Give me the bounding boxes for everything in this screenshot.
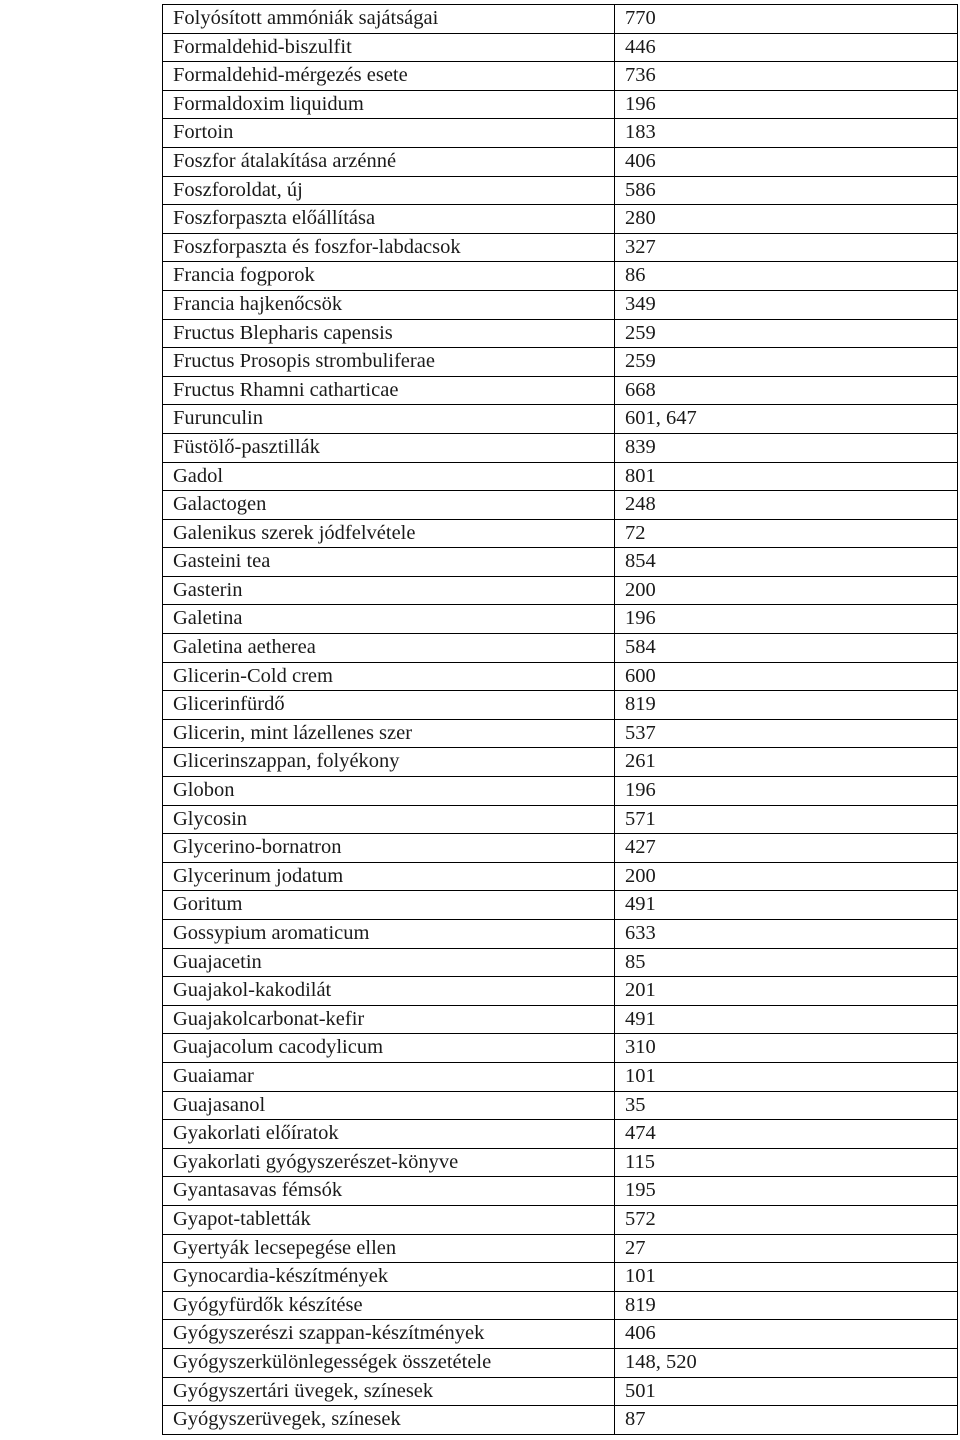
index-table <box>162 4 958 1435</box>
index-term: Globon <box>163 777 615 806</box>
index-page-number: 600 <box>615 662 958 691</box>
table-row <box>163 319 958 348</box>
table-row <box>163 805 958 834</box>
index-term: Gyógyszerkülönlegességek összetétele <box>163 1348 615 1377</box>
index-term: Guajacolum cacodylicum <box>163 1034 615 1063</box>
index-term: Fructus Blepharis capensis <box>163 319 615 348</box>
index-term: Gynocardia-készítmények <box>163 1263 615 1292</box>
table-row <box>163 1177 958 1206</box>
index-page-number: 201 <box>615 977 958 1006</box>
index-page-number: 183 <box>615 119 958 148</box>
table-row <box>163 605 958 634</box>
table-row <box>163 205 958 234</box>
index-term: Guajakol-kakodilát <box>163 977 615 1006</box>
index-page-number: 668 <box>615 376 958 405</box>
index-page-number: 427 <box>615 834 958 863</box>
table-row <box>163 548 958 577</box>
index-term: Formaldehid-biszulfit <box>163 33 615 62</box>
index-page-number: 87 <box>615 1406 958 1435</box>
index-term: Fructus Prosopis strombuliferae <box>163 348 615 377</box>
index-term: Glicerinszappan, folyékony <box>163 748 615 777</box>
index-page-number: 537 <box>615 719 958 748</box>
index-page-number: 736 <box>615 62 958 91</box>
table-row <box>163 1148 958 1177</box>
table-row <box>163 977 958 1006</box>
table-row <box>163 1034 958 1063</box>
table-row <box>163 348 958 377</box>
index-page-number: 310 <box>615 1034 958 1063</box>
index-page-number: 101 <box>615 1062 958 1091</box>
index-page-number: 501 <box>615 1377 958 1406</box>
index-term: Gasteini tea <box>163 548 615 577</box>
table-row <box>163 462 958 491</box>
index-term: Francia fogporok <box>163 262 615 291</box>
index-term: Gyakorlati gyógyszerészet-könyve <box>163 1148 615 1177</box>
index-term: Goritum <box>163 891 615 920</box>
table-row <box>163 233 958 262</box>
index-page-number: 491 <box>615 891 958 920</box>
index-term: Foszforpaszta és foszfor-labdacsok <box>163 233 615 262</box>
table-row <box>163 1005 958 1034</box>
index-page-number: 195 <box>615 1177 958 1206</box>
index-page-number: 571 <box>615 805 958 834</box>
table-row <box>163 147 958 176</box>
table-row <box>163 262 958 291</box>
index-page-number: 839 <box>615 433 958 462</box>
table-row <box>163 691 958 720</box>
table-row <box>163 719 958 748</box>
index-page-number: 261 <box>615 748 958 777</box>
index-term: Guajakolcarbonat-kefir <box>163 1005 615 1034</box>
index-page-number: 819 <box>615 691 958 720</box>
table-row <box>163 90 958 119</box>
index-term: Francia hajkenőcsök <box>163 290 615 319</box>
table-row <box>163 519 958 548</box>
index-page-number: 601, 647 <box>615 405 958 434</box>
index-page-number: 72 <box>615 519 958 548</box>
index-page-number: 770 <box>615 5 958 34</box>
table-row <box>163 777 958 806</box>
index-page-number: 280 <box>615 205 958 234</box>
table-row <box>163 433 958 462</box>
table-row <box>163 1291 958 1320</box>
table-row <box>163 491 958 520</box>
index-term: Guaiamar <box>163 1062 615 1091</box>
table-row <box>163 1377 958 1406</box>
table-row <box>163 634 958 663</box>
index-term: Gyógyszerészi szappan-készítmények <box>163 1320 615 1349</box>
index-page-number: 446 <box>615 33 958 62</box>
table-row <box>163 1062 958 1091</box>
index-page-number: 148, 520 <box>615 1348 958 1377</box>
index-page-number: 27 <box>615 1234 958 1263</box>
index-term: Fortoin <box>163 119 615 148</box>
index-term: Gyógyszerüvegek, színesek <box>163 1406 615 1435</box>
index-page-number: 196 <box>615 90 958 119</box>
index-term: Galenikus szerek jódfelvétele <box>163 519 615 548</box>
table-row <box>163 1120 958 1149</box>
index-term: Glycerinum jodatum <box>163 862 615 891</box>
table-row <box>163 576 958 605</box>
index-term: Galactogen <box>163 491 615 520</box>
index-page-number: 586 <box>615 176 958 205</box>
index-page-number: 196 <box>615 777 958 806</box>
index-page-number: 200 <box>615 576 958 605</box>
table-row <box>163 662 958 691</box>
index-term: Glicerin-Cold crem <box>163 662 615 691</box>
table-row <box>163 1205 958 1234</box>
table-row <box>163 920 958 949</box>
index-term: Glycosin <box>163 805 615 834</box>
index-page-number: 115 <box>615 1148 958 1177</box>
table-row <box>163 176 958 205</box>
index-page-number: 491 <box>615 1005 958 1034</box>
table-row <box>163 5 958 34</box>
index-term: Glicerinfürdő <box>163 691 615 720</box>
index-term: Furunculin <box>163 405 615 434</box>
index-term: Glycerino-bornatron <box>163 834 615 863</box>
index-term: Fructus Rhamni catharticae <box>163 376 615 405</box>
index-page-number: 349 <box>615 290 958 319</box>
index-term: Füstölő-pasztillák <box>163 433 615 462</box>
index-page-number: 248 <box>615 491 958 520</box>
index-term: Formaldehid-mérgezés esete <box>163 62 615 91</box>
index-page-number: 86 <box>615 262 958 291</box>
index-term: Folyósított ammóniák sajátságai <box>163 5 615 34</box>
table-row <box>163 119 958 148</box>
index-page-number: 85 <box>615 948 958 977</box>
table-row <box>163 1263 958 1292</box>
table-row <box>163 1406 958 1435</box>
index-term: Gossypium aromaticum <box>163 920 615 949</box>
index-table-body <box>163 5 958 1435</box>
table-row <box>163 834 958 863</box>
table-row <box>163 290 958 319</box>
index-page-number: 819 <box>615 1291 958 1320</box>
table-row <box>163 891 958 920</box>
index-term: Gyakorlati előíratok <box>163 1120 615 1149</box>
index-term: Gyantasavas fémsók <box>163 1177 615 1206</box>
table-row <box>163 748 958 777</box>
index-term: Formaldoxim liquidum <box>163 90 615 119</box>
index-page-number: 101 <box>615 1263 958 1292</box>
index-term: Gadol <box>163 462 615 491</box>
index-term: Galetina <box>163 605 615 634</box>
index-page-number: 259 <box>615 348 958 377</box>
index-term: Foszforoldat, új <box>163 176 615 205</box>
table-row <box>163 862 958 891</box>
index-page-number: 327 <box>615 233 958 262</box>
table-row <box>163 1234 958 1263</box>
index-page-number: 259 <box>615 319 958 348</box>
index-page-number: 35 <box>615 1091 958 1120</box>
table-row <box>163 1091 958 1120</box>
index-page-number: 474 <box>615 1120 958 1149</box>
table-row <box>163 948 958 977</box>
index-page-number: 406 <box>615 1320 958 1349</box>
table-row <box>163 405 958 434</box>
table-row <box>163 1348 958 1377</box>
table-row <box>163 33 958 62</box>
index-term: Gyógyfürdők készítése <box>163 1291 615 1320</box>
index-term: Glicerin, mint lázellenes szer <box>163 719 615 748</box>
index-term: Gyógyszertári üvegek, színesek <box>163 1377 615 1406</box>
index-term: Guajacetin <box>163 948 615 977</box>
index-page-number: 584 <box>615 634 958 663</box>
index-term: Foszfor átalakítása arzénné <box>163 147 615 176</box>
index-term: Gyapot-tabletták <box>163 1205 615 1234</box>
index-term: Guajasanol <box>163 1091 615 1120</box>
index-page-number: 572 <box>615 1205 958 1234</box>
index-page-number: 854 <box>615 548 958 577</box>
index-term: Galetina aetherea <box>163 634 615 663</box>
index-page-number: 633 <box>615 920 958 949</box>
index-page-number: 200 <box>615 862 958 891</box>
index-page-number: 406 <box>615 147 958 176</box>
index-term: Foszforpaszta előállítása <box>163 205 615 234</box>
index-page-number: 801 <box>615 462 958 491</box>
index-term: Gasterin <box>163 576 615 605</box>
table-row <box>163 376 958 405</box>
table-row <box>163 62 958 91</box>
table-row <box>163 1320 958 1349</box>
index-term: Gyertyák lecsepegése ellen <box>163 1234 615 1263</box>
index-page-number: 196 <box>615 605 958 634</box>
